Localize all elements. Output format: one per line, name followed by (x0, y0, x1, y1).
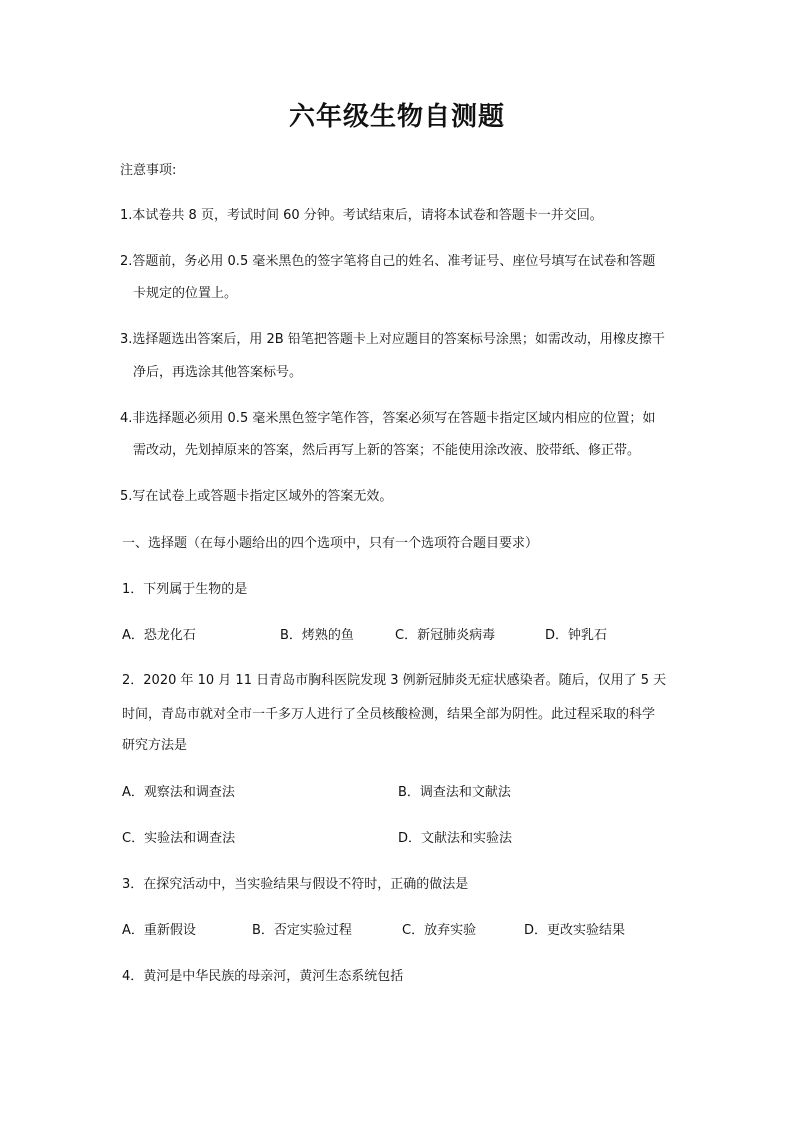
page-title: 六年级生物自测题 (288, 102, 505, 132)
question-2-stem-line-3: 研究方法是 (122, 738, 188, 753)
question-3-option-c: C．放弃实验 (402, 923, 477, 938)
question-1-option-c: C．新冠肺炎病毒 (395, 628, 496, 643)
question-2-option-c: C．实验法和调查法 (122, 831, 236, 846)
question-3-option-d: D．更改实验结果 (524, 923, 626, 938)
question-2-stem-line-2: 时间，青岛市就对全市一千多万人进行了全员核酸检测，结果全部为阴性。此过程采取的科学 (122, 707, 656, 722)
question-3-option-a: A．重新假设 (122, 923, 196, 938)
question-2-option-b: B．调查法和文献法 (398, 785, 511, 800)
notice-item-5: 5.写在试卷上或答题卡指定区域外的答案无效。 (120, 489, 393, 504)
question-3-option-b: B．否定实验过程 (252, 923, 352, 938)
notice-item-3: 3.选择题选出答案后，用 2B 铅笔把答题卡上对应题目的答案标号涂黑；如需改动，用橡皮擦干 (120, 332, 665, 347)
question-2-option-d: D．文献法和实验法 (398, 831, 513, 846)
notice-item-2: 2.答题前，务必用 0.5 毫米黑色的签字笔将自己的姓名、准考证号、座位号填写在试卷和答题 (120, 254, 656, 269)
section-heading: 一、选择题（在每小题给出的四个选项中，只有一个选项符合题目要求） (122, 536, 539, 551)
notice-heading: 注意事项: (120, 163, 177, 178)
question-1-option-d: D．钟乳石 (545, 628, 608, 643)
question-3-stem: 3．在探究活动中，当实验结果与假设不符时，正确的做法是 (122, 877, 469, 892)
notice-item-1: 1.本试卷共 8 页，考试时间 60 分钟。考试结束后，请将本试卷和答题卡一并交回。 (120, 208, 603, 223)
notice-item-4: 4.非选择题必须用 0.5 毫米黑色签字笔作答，答案必须写在答题卡指定区域内相应的位置；如 (120, 411, 656, 426)
question-2-option-a: A．观察法和调查法 (122, 785, 235, 800)
question-1-option-b: B．烤熟的鱼 (280, 628, 354, 643)
notice-item-3-cont: 净后，再选涂其他答案标号。 (133, 365, 303, 380)
notice-item-2-cont: 卡规定的位置上。 (133, 286, 238, 301)
question-4-stem: 4．黄河是中华民族的母亲河，黄河生态系统包括 (122, 969, 404, 984)
question-2-stem-line-1: 2．2020 年 10 月 11 日青岛市胸科医院发现 3 例新冠肺炎无症状感染者。随后，仅用了 5 天 (122, 673, 667, 688)
question-1-option-a: A．恐龙化石 (122, 628, 196, 643)
notice-item-4-cont: 需改动，先划掉原来的答案，然后再写上新的答案；不能使用涂改液、胶带纸、修正带。 (133, 443, 641, 458)
question-1-stem: 1．下列属于生物的是 (122, 582, 248, 597)
